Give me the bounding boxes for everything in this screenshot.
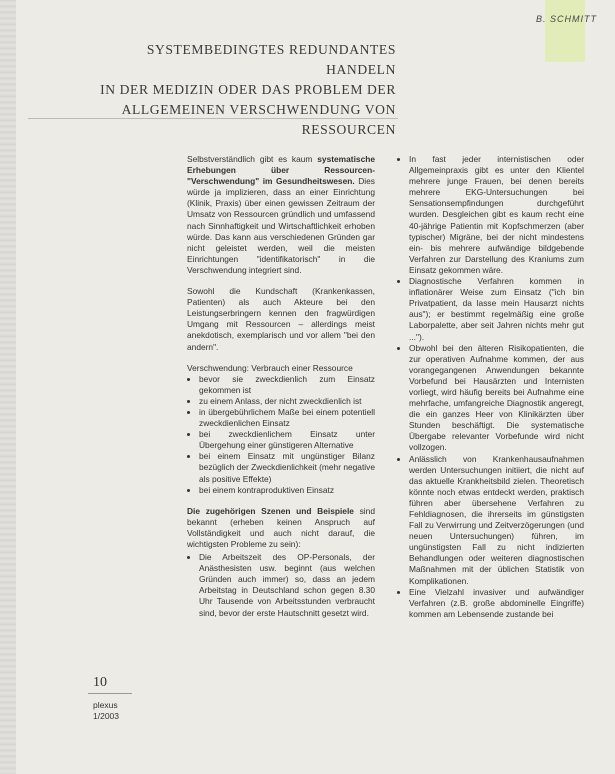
example-item: • Die Arbeitszeit des OP-Personals, der Anästhesisten usw. beginnt (aus welchen Gründen auch immer) so, dass an jedem Arbeitstag in Deutschland schon gegen 8.30 Uhr Tausende von Arbeitsstunden verbraucht sind, bevor der erste Hautschnitt gesetzt wird.: [199, 552, 375, 619]
title-line: RESSOURCEN: [301, 122, 396, 137]
journal-issue: 1/2003: [93, 711, 119, 721]
title-line: IN DER MEDIZIN ODER DAS PROBLEM DER: [100, 82, 396, 97]
journal-info: [93, 700, 119, 722]
definition-item: • bei einem kontraproduktiven Einsatz: [199, 485, 375, 496]
footer-divider: [88, 693, 132, 694]
intro-paragraph: Selbstverständlich gibt es kaum systematische Erhebungen über Ressourcen-"Verschwendung" im Gesundheitswesen. Dies würde ja implizieren, dass an einer Einrichtung (Klinik, Praxis) über einen gewissen Zeitraum der Umsatz von Ressourcen gründlich und umfassend nach Sinnhaftigkeit und Wirtschaftlichkeit erhoben würde. Das kann aus verschiedenen Gründen gar nicht geleistet werden, weil die meisten Einrichtungen "identifikatorisch" in die Verschwendung integriert sind.: [187, 154, 375, 275]
definition-item: • bevor sie zweckdienlich zum Einsatz gekommen ist: [199, 374, 375, 396]
example-item: • Diagnostische Verfahren kommen in inflationärer Weise zum Einsatz ("ich bin Privatpatient, da lasse mein Hausarzt nichts aus"); er bestimmt regelmäßig eine große Laborpalette, aber seit Jahren nichts mehr gut ...").: [409, 276, 584, 343]
page-binding-edge: [0, 0, 16, 774]
example-item: • Anlässlich von Krankenhausaufnahmen werden Untersuchungen initiiert, die nicht auf das aktuelle Krankheitsbild zielen. Theoretisch könnte noch etwas entdeckt werden, praktisch führen aber übersehene Verfahren zu Fehldiagnosen, die ihrerseits im günstigsten Fall zu Verwirrung und Zeitverzögerungen (und neuen Untersuchungen) führen, im ungünstigsten Fall zu nicht indizierten Behandlungen oder weiteren diagnostischen Maßnahmen mit der üblichen Statistik von Komplikationen.: [409, 454, 584, 587]
emphasis-text: Die zugehörigen Szenen und Beispiele: [187, 505, 354, 516]
definition-item: • in übergebührlichem Maße bei einem potentiell zweckdienlichen Einsatz: [199, 407, 375, 429]
definition-heading: Verschwendung: Verbrauch einer Ressource: [187, 362, 353, 373]
text-column-right: [398, 154, 584, 630]
page-number: 10: [93, 675, 107, 690]
title-line: ALLGEMEINEN VERSCHWENDUNG VON: [121, 102, 396, 117]
journal-name: plexus: [93, 700, 118, 710]
title-line: SYSTEMBEDINGTES REDUNDANTES HANDELN: [146, 42, 396, 77]
example-list: [187, 552, 375, 619]
example-list-continued: [398, 154, 584, 620]
text-column-left: [187, 154, 375, 629]
definition-list: [187, 374, 375, 496]
example-item: • In fast jeder internistischen oder Allgemeinpraxis gibt es unter den Klientel mehrere junge Frauen, bei denen bereits mehrere EKG-Untersuchungen bei Sensationsempfindungen durchgeführt wurden. Desgleichen gibt es kaum recht eine 40-jährige Patientin mit Kopfschmerzen (aber typischer) Migräne, bei der nicht mindestens ein- bis mehrere aufwändige bildgebende Verfahren zur Darstellung des Kraniums zum Einsatz gekommen wäre.: [409, 154, 584, 276]
definition-item: • bei einem Einsatz mit ungünstiger Bilanz bezüglich der Zweckdienlichkeit (mehr negative als positive Effekte): [199, 451, 375, 484]
author-running-header: B. SCHMITT: [536, 14, 597, 24]
paragraph: Sowohl die Kundschaft (Krankenkassen, Patienten) als auch Akteure bei den Leistungserbringern kennen den fragwürdigen Umgang mit Ressourcen – allerdings meist anekdotisch, exemplarisch und vor allem "bei den andern".: [187, 286, 375, 352]
definition-item: • bei zweckdienlichem Einsatz unter Übergehung einer günstigeren Alternative: [199, 429, 375, 451]
paragraph: Die zugehörigen Szenen und Beispiele sind bekannt (erheben keinen Anspruch auf Vollständigkeit und auch nicht darauf, die wichtigsten Probleme zu sein):: [187, 505, 375, 549]
article-title: [96, 40, 396, 140]
example-item: • Obwohl bei den älteren Risikopatienten, die zur operativen Aufnahme kommen, der aus vorangegangenen Anwendungen bekannte Vorbefund bei Hausärzten und Internisten vorliegt, wird häufig bereits bei Aufnahme eine mehrfache, umfangreiche Diagnostik angeregt, die ein ganzes Heer von Klinikärzten über Stunden beschäftigt. Die systematische Übergabe relevanter Vorbefunde wird nicht vollzogen.: [409, 343, 584, 454]
example-item: • Eine Vielzahl invasiver und aufwändiger Verfahren (z.B. große abdominelle Eingriffe) kommen am Lebensende zustande bei: [409, 587, 584, 620]
title-divider: [28, 118, 398, 119]
emphasis-text: systematische Erhebungen über Ressourcen-"Verschwendung" im Gesundheitswesen.: [187, 154, 375, 187]
section-color-tab: [545, 0, 585, 62]
definition-item: • zu einem Anlass, der nicht zweckdienlich ist: [199, 396, 375, 407]
